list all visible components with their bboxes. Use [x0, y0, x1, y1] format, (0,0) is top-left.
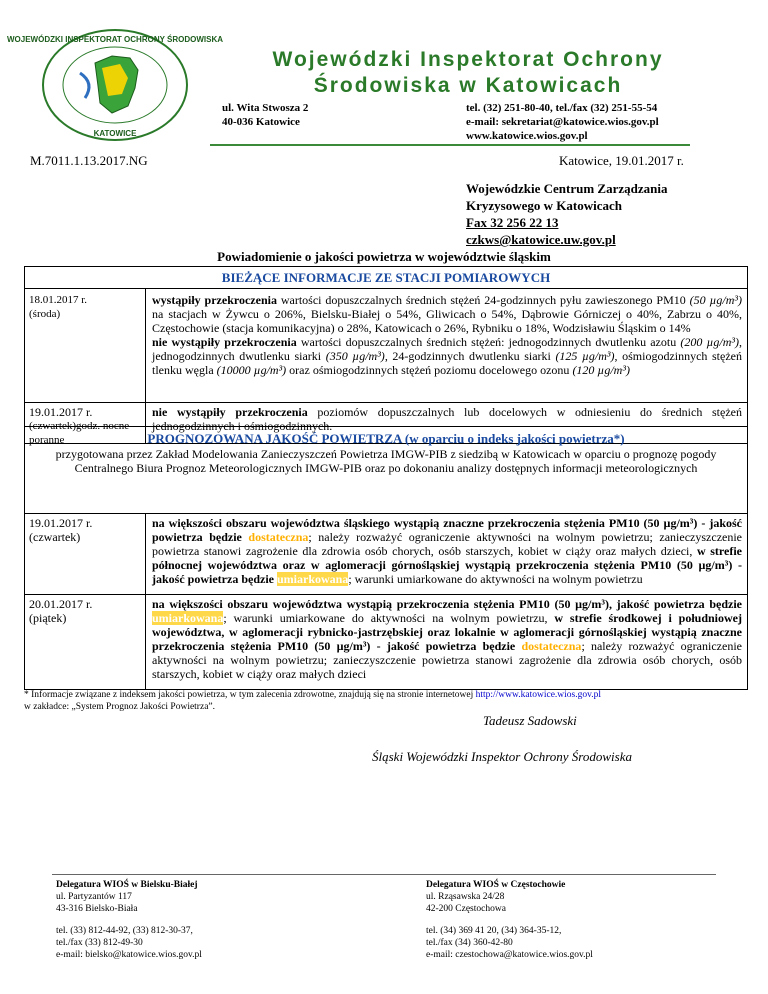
recipient-block: Wojewódzkie Centrum Zarządzania Kryzysowego w Katowicach Fax 32 256 22 13 czkws@katowice.uw.gov.pl	[466, 181, 668, 247]
wios-website-link[interactable]: http://www.katowice.wios.gov.pl	[475, 690, 602, 700]
header-rule	[210, 144, 690, 146]
footer-czestochowa: Delegatura WIOŚ w Częstochowie ul. Rząsawska 24/28 42-200 Częstochowa tel. (34) 369 41 20, (34) 364-35-12, tel./fax (34) 360-42-80 e-mail: czestochowa@katowice.wios.gov.pl	[426, 880, 593, 960]
signature-title: Śląski Wojewódzki Inspektor Ochrony Środowiska	[372, 749, 632, 764]
forecast-box	[24, 426, 748, 690]
footnote: * Informacje związane z indeksem jakości powietrza, w tym zalecenia zdrowotne, znajdują się na stronie internetowej http://www.katowice.wios.gov.pl w zakładce: „System Prognoz Jakości Powietrza”.	[24, 690, 602, 712]
institution-title-line2: Środowiska w Katowicach	[313, 74, 623, 97]
forecast-day2-text: na większości obszaru województwa wystąpią przekroczenia stężenia PM10 (50 µg/m³), jakość powietrza będzie umiarkowana; warunki umiarkowane do aktywności na wolnym powietrzu, w strefie środkowej i południowej województwa, w aglomeracji rybnicko-jastrzębskiej oraz lokalnie w aglomeracji górnośląskiej wystąpią znaczne przekroczenia stężenia PM10 (50 µg/m³) - jakość powietrza będzie dostateczna; należy rozważyć ograniczenie aktywności na wolnym powietrzu; zanieczyszczenie powietrza stanowi zagrożenie dla zdrowia osób chorych, osób starszych, kobiet w ciąży oraz małych dzieci	[152, 597, 743, 681]
forecast-heading: PROGNOZOWANA JAKOŚĆ POWIETRZA (w oparciu o indeks jakości powietrza*)	[147, 431, 625, 446]
address-block: ul. Wita Stwosza 2 40-036 Katowice	[222, 102, 309, 128]
subject: Powiadomienie o jakości powietrza w województwie śląskim	[217, 249, 551, 264]
current-info-box	[24, 266, 748, 444]
forecast-intro: przygotowana przez Zakład Modelowania Zanieczyszczeń Powietrza IMGW-PIB z siedzibą w Katowicach w oparciu o prognozę pogody Centralnego Biura Prognoz Meteorologicznych IMGW-PIB oraz po dokonaniu analizy dostępnych informacji meteorologicznych	[55, 447, 717, 475]
footer-rule	[52, 874, 716, 875]
row1-date: 18.01.2017 r. (środa)	[29, 294, 88, 320]
institution-title-line1: Wojewódzki Inspektorat Ochrony	[272, 48, 664, 71]
forecast-day1-date: 19.01.2017 r. (czwartek)	[29, 516, 93, 544]
svg-text:WOJEWÓDZKI INSPEKTORAT OCHRONY: WOJEWÓDZKI INSPEKTORAT OCHRONY ŚRODOWISKA	[6, 35, 224, 44]
footer-bielsko: Delegatura WIOŚ w Bielsku-Białej ul. Partyzantów 117 43-316 Bielsko-Biała tel. (33) 812-44-92, (33) 812-30-37, tel./fax (33) 812-49-30 e-mail: bielsko@katowice.wios.gov.pl	[56, 880, 202, 960]
forecast-day2-date: 20.01.2017 r. (piątek)	[29, 597, 93, 625]
row1-text: wystąpiły przekroczenia wartości dopuszczalnych średnich stężeń 24-godzinnych pyłu zawieszonego PM10 (50 µg/m³) na stacjach w Żywcu o 206%, Bielsku-Białej o 54%, Gliwicach o 54%, Dąbrowie Górniczej o 40%, Zabrzu o 40%, Częstochowie (stacja komunikacyjna) o 28%, Katowicach o 26%, Rybniku o 18%, Wodzisławiu Śląskim o 14% nie wystąpiły przekroczenia wartości dopuszczalnych średnich stężeń: jednogodzinnych dwutlenku azotu (200 µg/m³), jednogodzinnych dwutlenku siarki (350 µg/m³), 24-godzinnych dwutlenku siarki (125 µg/m³), ośmiogodzinnych stężeń tlenku węgla (10000 µg/m³) oraz ośmiogodzinnych stężeń poziomu docelowego ozonu (120 µg/m³)	[152, 293, 742, 377]
date-place: Katowice, 19.01.2017 r.	[559, 153, 684, 168]
current-info-heading: BIEŻĄCE INFORMACJE ZE STACJI POMIAROWYCH	[25, 267, 747, 289]
contact-block: tel. (32) 251-80-40, tel./fax (32) 251-55-54 e-mail: sekretariat@katowice.wios.gov.pl www.katowice.wios.gov.pl	[466, 102, 659, 142]
svg-text:KATOWICE: KATOWICE	[93, 129, 137, 138]
wios-logo	[6, 28, 224, 143]
row2-text: nie wystąpiły przekroczenia poziomów dopuszczalnych lub docelowych w odniesieniu do średnich stężeń jednogodzinnych i ośmiogodzinnych.	[152, 405, 742, 433]
row2-date: 19.01.2017 r. (czwartek)godz. nocne poranne	[29, 405, 130, 446]
signature-name: Tadeusz Sadowski	[483, 713, 577, 728]
reference-number: M.7011.1.13.2017.NG	[30, 153, 148, 168]
forecast-day1-text: na większości obszaru województwa śląskiego wystąpią znaczne przekroczenia stężenia PM10 (50 µg/m³) - jakość powietrza będzie dostateczna; należy rozważyć ograniczenie aktywności na wolnym powietrzu; zanieczyszczenie powietrza stanowi zagrożenie dla zdrowia osób chorych, osób starszych, kobiet w ciąży oraz małych dzieci, w strefie północnej województwa oraz w aglomeracji górnośląskiej wystąpią przekroczenia stężenia PM10 (50 µg/m³) - jakość powietrza będzie umiarkowana; warunki umiarkowane do aktywności na wolnym powietrzu	[152, 516, 742, 586]
